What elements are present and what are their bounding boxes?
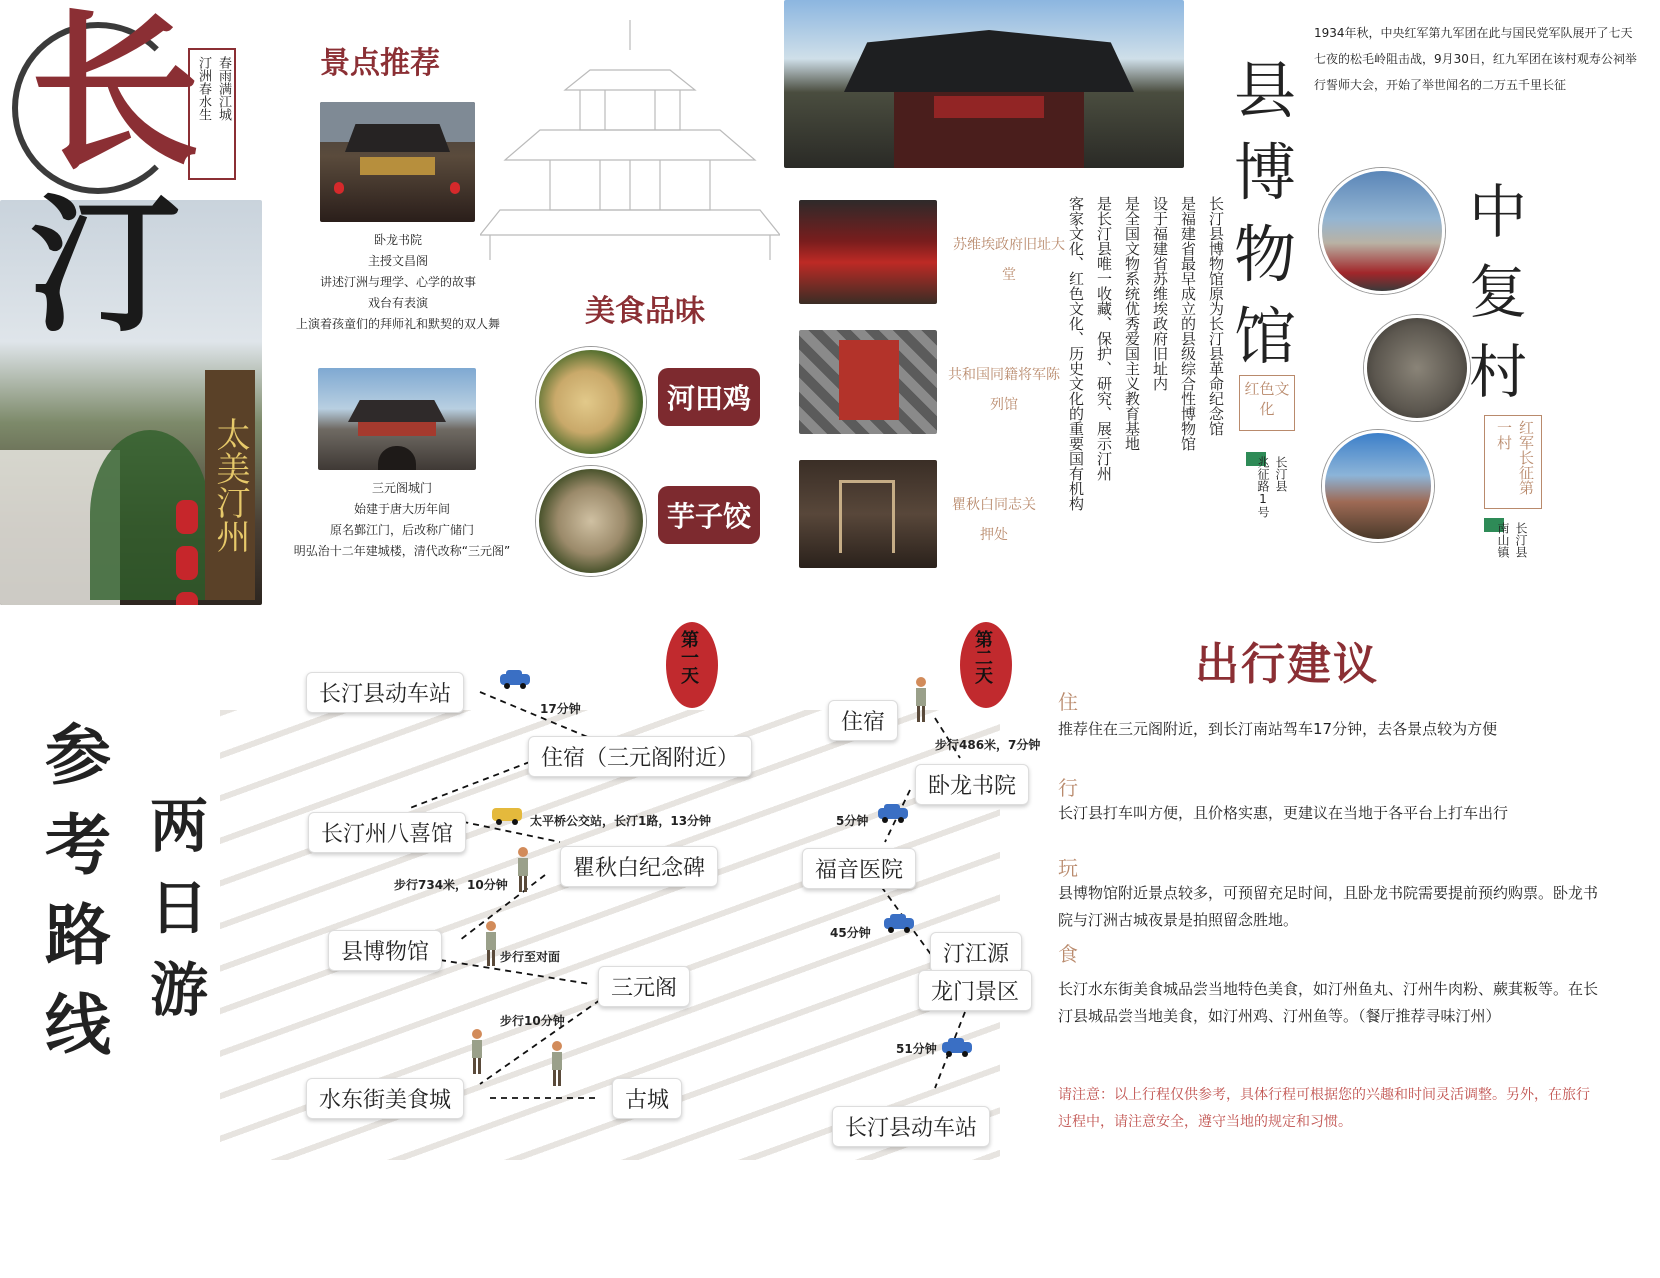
panel-tips [1040, 620, 1660, 1278]
car-icon [882, 912, 916, 934]
couplet-box [188, 48, 236, 180]
museum-photo-label-1: 苏维埃政府旧址大堂 [953, 237, 1065, 283]
day2-label: 第二天 [972, 630, 993, 684]
tip-transport-text: 长汀县打车叫方便，且价格实惠，更建议在当地于各平台上打车出行 [1058, 804, 1509, 822]
day1-label: 第一天 [678, 630, 699, 684]
walker-icon [468, 1028, 486, 1076]
food1-tag: 河田鸡 [658, 368, 760, 426]
d1-stop-station: 长汀县动车站 [306, 672, 464, 713]
car-icon [876, 802, 910, 824]
d2-stop-station: 长汀县动车站 [832, 1106, 990, 1147]
stamp-museum: 红色文化 [1239, 375, 1295, 431]
section-attractions-title: 景点推荐 [320, 46, 440, 81]
d2-stop-hospital: 福音医院 [802, 848, 916, 889]
panel-museum [784, 0, 1660, 605]
tip-transport-key: 行 [1058, 776, 1078, 800]
d1-note-5: 步行10分钟 [500, 1014, 565, 1028]
walker-icon [912, 676, 930, 724]
museum-photo-label-3: 瞿秋白同志关押处 [952, 497, 1036, 543]
d2-note-3: 45分钟 [830, 926, 871, 940]
d1-note-3: 步行734米，10分钟 [394, 878, 508, 892]
d1-stop-sanyuange: 三元阁 [598, 966, 690, 1007]
walker-icon [514, 846, 532, 894]
d1-stop-memorial: 瞿秋白纪念碑 [560, 846, 718, 887]
couplet-left: 汀洲春水生 [196, 56, 211, 121]
museum-photo-label-2: 共和国同籍将军陈列馆 [948, 367, 1060, 413]
village-paragraph: 1934年秋，中央红军第九军团在此与国民党军队展开了七天七夜的松毛岭阻击战，9月30日，红九军团在该村观寿公祠举行誓师大会，开始了举世闻名的二万五千里长征 [1314, 26, 1637, 92]
attraction1-photo [320, 102, 475, 222]
d1-note-4: 步行至对面 [500, 950, 561, 964]
food2-photo [536, 466, 646, 576]
museum-photo-generals [799, 330, 937, 434]
street-sign: 太美汀州 [205, 370, 255, 600]
d2-note-1: 步行486米，7分钟 [935, 738, 1041, 752]
museum-photo-chair [799, 460, 937, 568]
route-title-big: 参 考 路 线 [45, 716, 111, 1064]
museum-photo-hall [799, 200, 937, 304]
d1-note-1: 17分钟 [540, 702, 581, 716]
panel-route [0, 620, 1040, 1278]
tip-play-text: 县博物馆附近景点较多，可预留充足时间，且卧龙书院需要提前预约购票。卧龙书院与汀洲古城夜景是拍照留念胜地。 [1058, 884, 1599, 929]
route-title-two-days: 两 日 游 [150, 792, 209, 1024]
couplet-right: 春雨满江城 [216, 56, 231, 121]
title-char-chang: 长 [30, 0, 201, 193]
d1-note-2: 太平桥公交站，长汀1路，13分钟 [530, 814, 712, 828]
tip-food-key: 食 [1058, 942, 1078, 966]
d1-stop-foodstreet: 水东街美食城 [306, 1078, 464, 1119]
museum-title: 县 博 物 馆 [1234, 54, 1297, 373]
attraction2-photo [318, 368, 476, 470]
museum-top-photo [784, 0, 1184, 168]
village-photo-3 [1322, 430, 1434, 542]
d2-stop-wolong: 卧龙书院 [915, 764, 1029, 805]
d1-stop-museum: 县博物馆 [328, 930, 442, 971]
village-address: 长汀县 南山镇 [1496, 522, 1528, 558]
d2-stop-longmen: 龙门景区 [918, 970, 1032, 1011]
stamp-village: 红军长征第一村 [1484, 415, 1542, 509]
title-char-ting: 汀 [30, 177, 181, 353]
walker-icon [482, 920, 500, 968]
d1-stop-lodging: 住宿（三元阁附近） [528, 736, 752, 777]
car-icon [940, 1036, 974, 1058]
panel-changting [0, 0, 780, 610]
attraction2-caption: 三元阁城门 始建于唐大历年间 原名鄞江门，后改称广储门 明弘治十二年建城楼，清代改称“三元阁” [293, 481, 511, 558]
tip-food-text: 长汀水东街美食城品尝当地特色美食，如汀州鱼丸、汀州牛肉粉、蕨萁粄等。在长汀县城品尝当地美食，如汀州鸡、汀州鱼等。（餐厅推荐寻味汀州） [1058, 980, 1599, 1025]
walker-icon [548, 1040, 566, 1088]
attraction1-caption: 卧龙书院 主授文昌阁 讲述汀洲与理学、心学的故事 戏台有表演 上演着孩童们的拜师礼和默契的双人舞 [295, 233, 500, 331]
d2-stop-tingjiangyuan: 汀江源 [930, 932, 1022, 973]
pagoda-drawing [480, 10, 780, 260]
food2-tag: 芋子饺 [658, 486, 760, 544]
food1-photo [536, 347, 646, 457]
village-title: 中 复 村 [1469, 178, 1528, 406]
section-food-title: 美食品味 [585, 294, 705, 329]
tips-title: 出行建议 [1195, 639, 1379, 690]
museum-address: 长汀县 兆征路1号 [1256, 456, 1288, 518]
tip-stay-key: 住 [1058, 690, 1078, 714]
d1-stop-baxiguan: 长汀州八喜馆 [308, 812, 466, 853]
d2-note-2: 5分钟 [836, 814, 869, 828]
car-icon [498, 668, 532, 690]
tip-play-key: 玩 [1058, 856, 1078, 880]
village-photo-1 [1319, 168, 1445, 294]
d2-stop-lodging: 住宿 [828, 700, 898, 741]
d1-stop-oldcity: 古城 [612, 1078, 682, 1119]
tips-notice: 请注意：以上行程仅供参考，具体行程可根据您的兴趣和时间灵活调整。另外，在旅行过程中，请注意安全，遵守当地的规定和习惯。 [1058, 1087, 1590, 1130]
village-photo-2 [1364, 315, 1470, 421]
tip-stay-text: 推荐住在三元阁附近，到长汀南站驾车17分钟，去各景点较为方便 [1058, 720, 1498, 738]
d2-note-4: 51分钟 [896, 1042, 937, 1056]
museum-description: 长汀县博物馆原为长汀县革命纪念馆 是福建省最早成立的县级综合性博物馆 设于福建省苏维埃政府旧址内 是全国文物系统优秀爱国主义教育基地 是长汀县唯一收藏、保护、研究、展示汀州 客家文化、红色文化、历史文化的重要国有机构 [1067, 196, 1225, 511]
bus-icon [490, 804, 524, 826]
